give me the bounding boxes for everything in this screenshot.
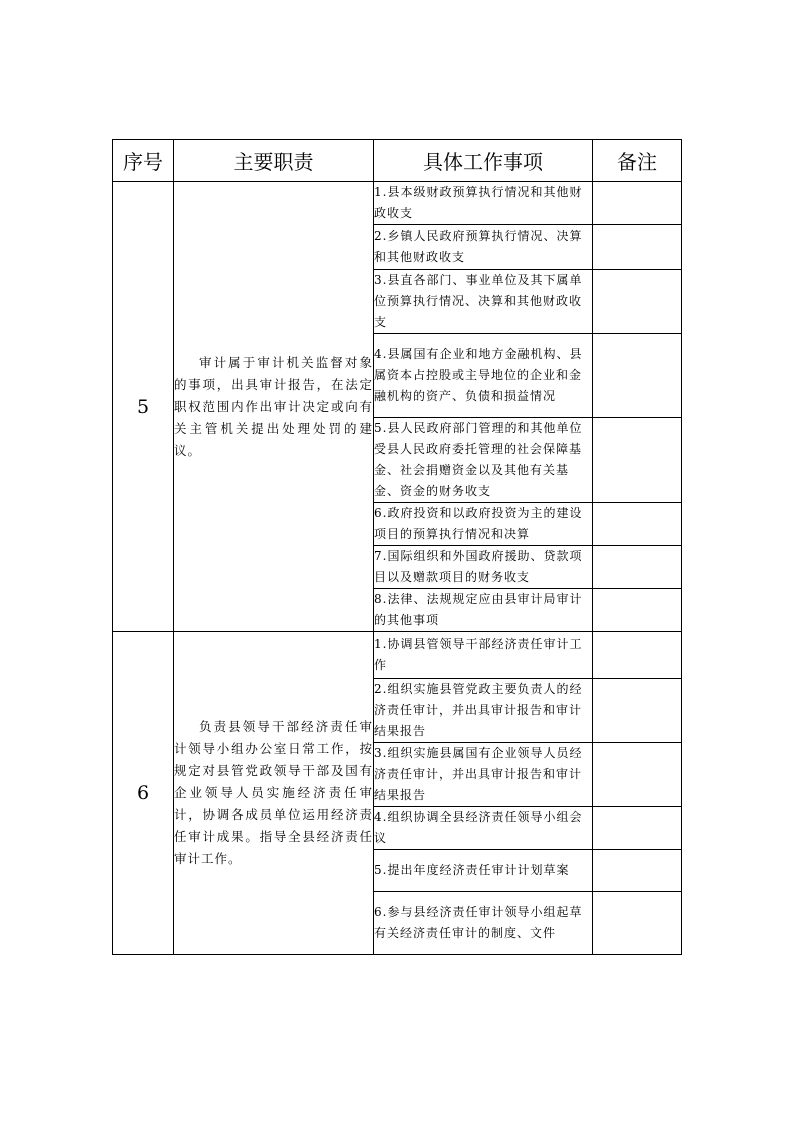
table-row — [113, 632, 682, 679]
group-duty — [174, 182, 374, 632]
duties-table — [112, 139, 682, 955]
note-cell — [593, 182, 682, 225]
header-row — [113, 140, 682, 182]
work-item: 3.县直各部门、事业单位及其下属单位预算执行情况、决算和其他财政收支 — [374, 270, 593, 334]
note-cell — [593, 334, 682, 418]
work-item: 3.组织实施县属国有企业领导人员经济责任审计，并出具审计报告和审计结果报告 — [374, 743, 593, 807]
work-item: 1.协调县管领导干部经济责任审计工作 — [374, 632, 593, 679]
group-index: 6 — [113, 632, 174, 955]
note-cell — [593, 503, 682, 546]
group-index: 5 — [113, 182, 174, 632]
note-cell — [593, 679, 682, 743]
note-cell — [593, 418, 682, 503]
work-item: 5.提出年度经济责任审计计划草案 — [374, 850, 593, 892]
header-note: 备注 — [593, 140, 682, 182]
work-item: 2.乡镇人民政府预算执行情况、决算和其他财政收支 — [374, 225, 593, 270]
group-duty-text: 负责县领导干部经济责任审计领导小组办公室日常工作，按规定对县管党政领导干部及国有企业领导人员实施经济责任审计，协调各成员单位运用经济责任审计成果。指导全县经济责任审计工作。 — [174, 719, 373, 866]
work-item: 1.县本级财政预算执行情况和其他财政收支 — [374, 182, 593, 225]
header-items: 具体工作事项 — [374, 140, 593, 182]
work-item: 6.政府投资和以政府投资为主的建设项目的预算执行情况和决算 — [374, 503, 593, 546]
note-cell — [593, 225, 682, 270]
header-index: 序号 — [113, 140, 174, 182]
note-cell — [593, 850, 682, 892]
work-item: 4.组织协调全县经济责任领导小组会议 — [374, 807, 593, 850]
group-duty-text: 审计属于审计机关监督对象的事项，出具审计报告，在法定职权范围内作出审计决定或向有关主管机关提出处理处罚的建议。 — [174, 354, 373, 458]
note-cell — [593, 546, 682, 589]
note-cell — [593, 270, 682, 334]
header-duty: 主要职责 — [174, 140, 374, 182]
group-duty — [174, 632, 374, 955]
work-item: 5.县人民政府部门管理的和其他单位受县人民政府委托管理的社会保障基金、社会捐赠资金以及其他有关基金、资金的财务收支 — [374, 418, 593, 503]
note-cell — [593, 589, 682, 632]
work-item: 4.县属国有企业和地方金融机构、县属资本占控股或主导地位的企业和金融机构的资产、负债和损益情况 — [374, 334, 593, 418]
work-item: 6.参与县经济责任审计领导小组起草有关经济责任审计的制度、文件 — [374, 892, 593, 955]
work-item: 7.国际组织和外国政府援助、贷款项目以及赠款项目的财务收支 — [374, 546, 593, 589]
note-cell — [593, 807, 682, 850]
work-item: 8.法律、法规规定应由县审计局审计的其他事项 — [374, 589, 593, 632]
note-cell — [593, 892, 682, 955]
note-cell — [593, 632, 682, 679]
table-row — [113, 182, 682, 225]
work-item: 2.组织实施县管党政主要负责人的经济责任审计，并出具审计报告和审计结果报告 — [374, 679, 593, 743]
note-cell — [593, 743, 682, 807]
